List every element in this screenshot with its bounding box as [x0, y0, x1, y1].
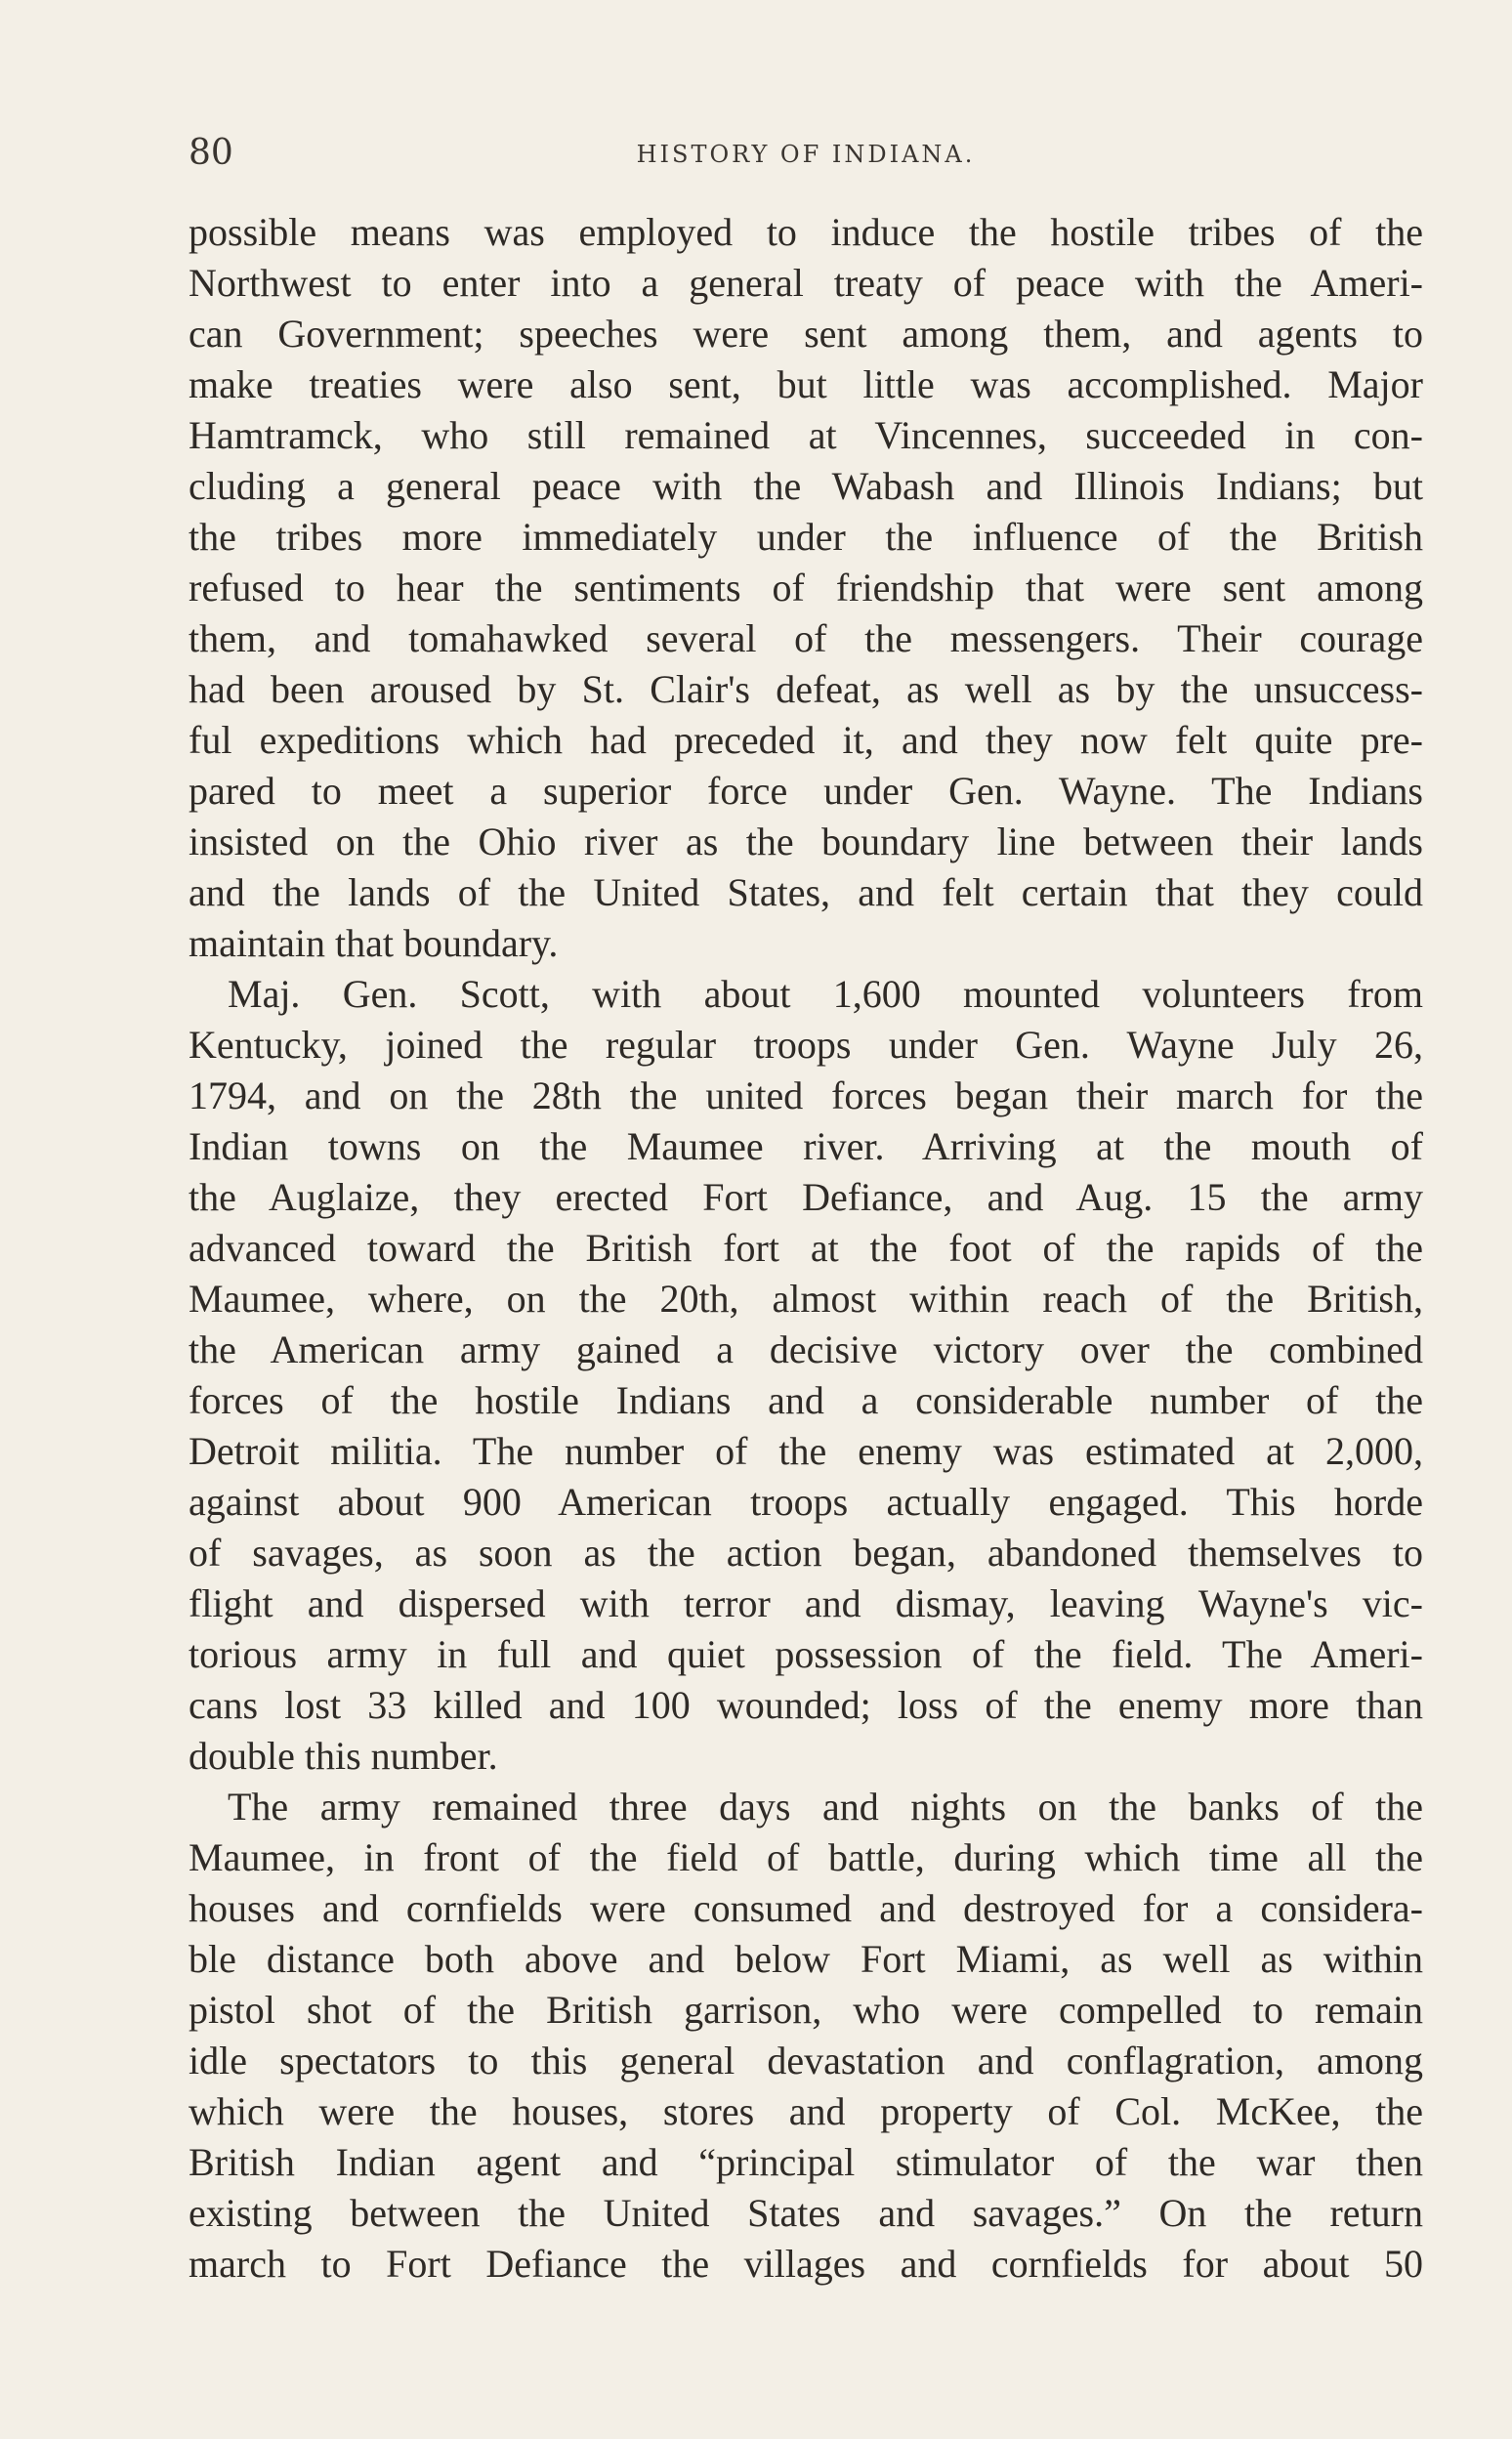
running-head: [189, 133, 1423, 180]
text-line: British Indian agent and “principal stimulator of the war then: [189, 2140, 1423, 2184]
text-line: torious army in full and quiet possession of the field. The Ameri-: [189, 1632, 1423, 1676]
text-line: ful expeditions which had preceded it, and they now felt quite pre-: [189, 718, 1423, 762]
text-line: march to Fort Defiance the villages and cornfields for about 50: [189, 2242, 1423, 2286]
text-line: insisted on the Ohio river as the boundary line between their lands: [189, 820, 1423, 863]
text-line: the tribes more immediately under the influence of the British: [189, 515, 1423, 559]
text-line: houses and cornfields were consumed and destroyed for a considera-: [189, 1886, 1423, 1930]
running-title: HISTORY OF INDIANA.: [636, 141, 976, 168]
text-line: cans lost 33 killed and 100 wounded; loss of the enemy more than: [189, 1683, 1423, 1727]
text-line: Maumee, where, on the 20th, almost within reach of the British,: [189, 1277, 1423, 1321]
text-line: refused to hear the sentiments of friendship that were sent among: [189, 566, 1423, 610]
text-line: the American army gained a decisive victory over the combined: [189, 1327, 1423, 1371]
text-line: possible means was employed to induce the hostile tribes of the: [189, 210, 1423, 254]
text-line: them, and tomahawked several of the messengers. Their courage: [189, 616, 1423, 660]
text-line: had been aroused by St. Clair's defeat, as well as by the unsuccess-: [189, 667, 1423, 711]
text-line: Detroit militia. The number of the enemy was estimated at 2,000,: [189, 1429, 1423, 1473]
text-line: existing between the United States and savages.” On the return: [189, 2191, 1423, 2235]
text-line: Maj. Gen. Scott, with about 1,600 mounted volunteers from: [228, 972, 1423, 1016]
text-line: maintain that boundary.: [189, 921, 559, 965]
text-line: which were the houses, stores and property of Col. McKee, the: [189, 2089, 1423, 2133]
text-line: against about 900 American troops actually engaged. This horde: [189, 1480, 1423, 1524]
paragraph: [189, 207, 1423, 969]
text-line: idle spectators to this general devastation and conflagration, among: [189, 2039, 1423, 2082]
text-line: pared to meet a superior force under Gen. Wayne. The Indians: [189, 769, 1423, 813]
paragraph: [189, 1782, 1423, 2290]
body-text: [189, 207, 1423, 2290]
text-line: Northwest to enter into a general treaty of peace with the Ameri-: [189, 261, 1423, 305]
text-line: The army remained three days and nights on the banks of the: [228, 1785, 1423, 1829]
text-line: cluding a general peace with the Wabash and Illinois Indians; but: [189, 464, 1423, 508]
text-line: double this number.: [189, 1734, 498, 1778]
text-line: and the lands of the United States, and felt certain that they could: [189, 870, 1423, 914]
text-line: flight and dispersed with terror and dismay, leaving Wayne's vic-: [189, 1581, 1423, 1625]
text-line: Maumee, in front of the field of battle, during which time all the: [189, 1835, 1423, 1879]
text-line: Indian towns on the Maumee river. Arriving at the mouth of: [189, 1124, 1423, 1168]
paragraph: [189, 969, 1423, 1782]
text-line: advanced toward the British fort at the foot of the rapids of the: [189, 1226, 1423, 1270]
text-line: of savages, as soon as the action began, abandoned themselves to: [189, 1531, 1423, 1575]
text-line: Hamtramck, who still remained at Vincennes, succeeded in con-: [189, 413, 1423, 457]
text-line: 1794, and on the 28th the united forces began their march for the: [189, 1073, 1423, 1117]
text-line: can Government; speeches were sent among them, and agents to: [189, 312, 1423, 356]
text-line: pistol shot of the British garrison, who were compelled to remain: [189, 1988, 1423, 2032]
page-number: 80: [189, 133, 233, 173]
text-line: forces of the hostile Indians and a considerable number of the: [189, 1378, 1423, 1422]
text-line: make treaties were also sent, but little was accomplished. Major: [189, 362, 1423, 406]
text-line: the Auglaize, they erected Fort Defiance, and Aug. 15 the army: [189, 1175, 1423, 1219]
text-line: ble distance both above and below Fort Miami, as well as within: [189, 1937, 1423, 1981]
text-line: Kentucky, joined the regular troops under Gen. Wayne July 26,: [189, 1023, 1423, 1067]
